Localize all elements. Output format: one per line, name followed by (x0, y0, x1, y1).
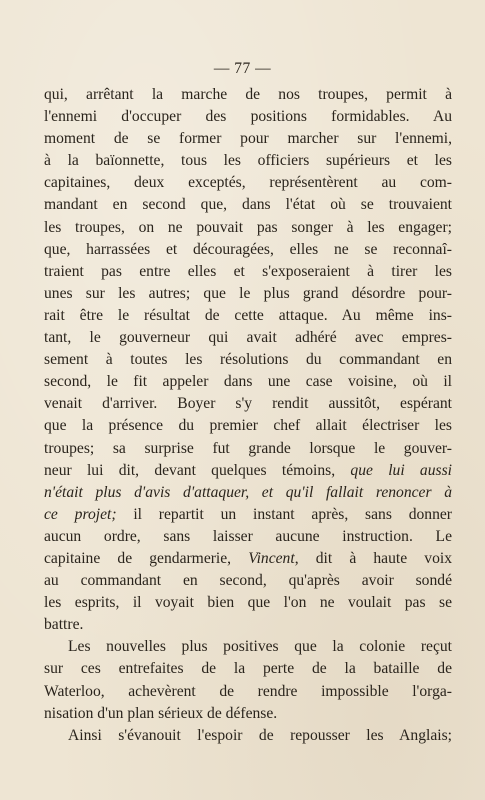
text-segment: capitaines, deux exceptés, représentèrent au com- (44, 174, 452, 192)
text-segment: aucun ordre, sans laisser aucune instruction. Le (44, 527, 452, 545)
text-segment: nisation d'un plan sérieux de défense. (44, 704, 278, 722)
text-line (44, 570, 452, 592)
text-segment: au commandant en second, qu'après avoir sondé (44, 572, 452, 590)
text-line (44, 658, 452, 680)
text-line (44, 217, 452, 239)
text-line (44, 438, 452, 460)
text-segment: neur lui dit, devant quelques témoins, (44, 461, 351, 479)
text-segment: battre. (44, 616, 84, 634)
text-line (44, 681, 452, 703)
text-segment: troupes; sa surprise fut grande lorsque le gouver- (44, 439, 452, 457)
text-segment: que la présence du premier chef allait électriser les (44, 417, 452, 435)
text-segment: traient pas entre elles et s'exposeraient à tirer les (44, 262, 452, 280)
text-line (44, 482, 452, 504)
text-line (44, 194, 452, 216)
text-line (44, 415, 452, 437)
text-line (44, 703, 452, 725)
text-line (44, 128, 452, 150)
text-segment: rait être le résultat de cette attaque. Au même ins- (44, 306, 452, 324)
text-line (44, 283, 452, 305)
text-segment: qui, arrêtant la marche de nos troupes, permit à (44, 86, 452, 103)
text-segment: second, le fit appeler dans une case voisine, où il (44, 373, 452, 391)
text-segment: à la baïonnette, tous les officiers supérieurs et les (44, 152, 452, 170)
italic-text-segment: ce projet; (44, 505, 117, 523)
text-line (44, 305, 452, 327)
text-line (44, 84, 452, 106)
text-segment: les troupes, on ne pouvait pas songer à les engager; (44, 218, 452, 236)
text-segment: l'ennemi d'occuper des positions formidables. Au (44, 108, 452, 126)
text-segment: tant, le gouverneur qui avait adhéré avec empres- (44, 329, 452, 347)
text-line (44, 548, 452, 570)
text-line (44, 327, 452, 349)
text-line (44, 725, 452, 747)
text-line (44, 239, 452, 261)
text-line (44, 261, 452, 283)
italic-text-segment: n'était plus d'avis d'attaquer, et qu'il fallait renoncer à (44, 483, 452, 501)
text-segment: sement à toutes les résolutions du commandant en (44, 351, 452, 369)
text-segment: , dit à haute voix (294, 549, 452, 567)
text-segment: que, harrassées et découragées, elles ne se reconnaî- (44, 240, 452, 258)
text-segment: mandant en second que, dans l'état où se trouvaient (44, 196, 452, 214)
text-segment: les esprits, il voyait bien que l'on ne voulait pas se (44, 594, 452, 612)
text-segment: Les nouvelles plus positives que la colonie reçut (68, 638, 452, 656)
text-line (44, 106, 452, 128)
italic-text-segment: Vincent (248, 549, 295, 567)
text-segment: moment de se former pour marcher sur l'ennemi, (44, 130, 452, 148)
text-line (44, 526, 452, 548)
text-segment: Waterloo, achevèrent de rendre impossible l'orga- (44, 682, 452, 700)
text-segment: Ainsi s'évanouit l'espoir de repousser les Anglais; (68, 726, 452, 744)
text-line (44, 592, 452, 614)
page-number: — 77 — (213, 60, 272, 77)
text-line (44, 371, 452, 393)
text-line (44, 349, 452, 371)
text-segment: unes sur les autres; que le plus grand désordre pour- (44, 284, 452, 302)
text-line (44, 150, 452, 172)
text-line (44, 614, 452, 636)
text-line (44, 172, 452, 194)
text-line (44, 460, 452, 482)
text-segment: capitaine de gendarmerie, (44, 549, 249, 567)
text-segment: il repartit un instant après, sans donner (116, 505, 452, 523)
text-segment: venait d'arriver. Boyer s'y rendit aussitôt, espérant (44, 395, 452, 413)
text-line (44, 393, 452, 415)
italic-text-segment: que lui aussi (350, 461, 452, 479)
body-text (44, 84, 452, 747)
text-line (44, 636, 452, 658)
text-segment: sur ces entrefaites de la perte de la bataille de (44, 660, 452, 678)
text-line (44, 504, 452, 526)
